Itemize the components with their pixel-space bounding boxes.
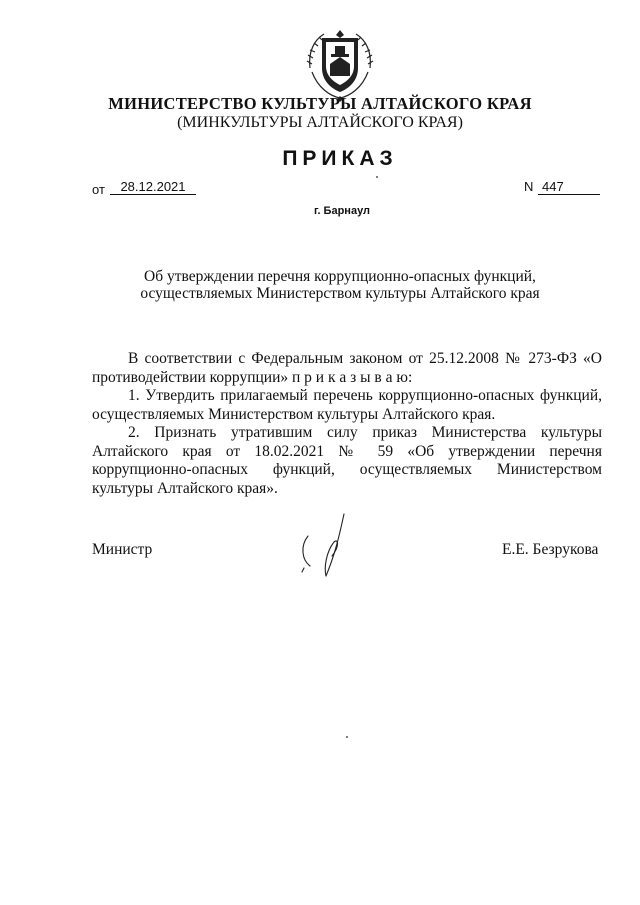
body-paragraph-preamble: В соответствии с Федеральным законом от 25.12.2008 № 273-ФЗ «О противодействии коррупции» п р и к а з ы в а ю: bbox=[92, 350, 602, 386]
ministry-short-name: (МИНКУЛЬТУРЫ АЛТАЙСКОГО КРАЯ) bbox=[177, 114, 463, 131]
coat-of-arms-emblem bbox=[300, 24, 380, 104]
body-paragraph-item-1: 1. Утвердить прилагаемый перечень коррупционно-опасных функций, осуществляемых Министерством культуры Алтайского края. bbox=[92, 387, 602, 423]
subject-line-1: Об утверждении перечня коррупционно-опасных функций, bbox=[144, 268, 536, 285]
handwritten-signature bbox=[296, 512, 356, 592]
city-name: г. Барнаул bbox=[313, 205, 371, 217]
scan-speck bbox=[376, 176, 378, 178]
date-prefix: от bbox=[92, 182, 105, 197]
ministry-name: МИНИСТЕРСТВО КУЛЬТУРЫ АЛТАЙСКОГО КРАЯ bbox=[108, 94, 532, 113]
document-type-title: ПРИКАЗ bbox=[282, 147, 398, 170]
document-date: 28.12.2021 bbox=[110, 179, 196, 195]
scan-speck bbox=[346, 736, 348, 738]
signer-role: Министр bbox=[92, 541, 153, 558]
number-prefix: N bbox=[524, 179, 534, 194]
subject-line-2: осуществляемых Министерством культуры Алтайского края bbox=[140, 285, 540, 302]
document-subject bbox=[0, 268, 640, 302]
document-number: 447 bbox=[538, 179, 600, 195]
document-body bbox=[92, 350, 602, 498]
signer-name: Е.Е. Безрукова bbox=[502, 541, 599, 558]
body-paragraph-item-2: 2. Признать утратившим силу приказ Министерства культуры Алтайского края от 18.02.2021 № 59 «Об утверждении перечня коррупционно-опасных функций, осуществляемых Министерством культуры Алтайского края». bbox=[92, 424, 602, 497]
